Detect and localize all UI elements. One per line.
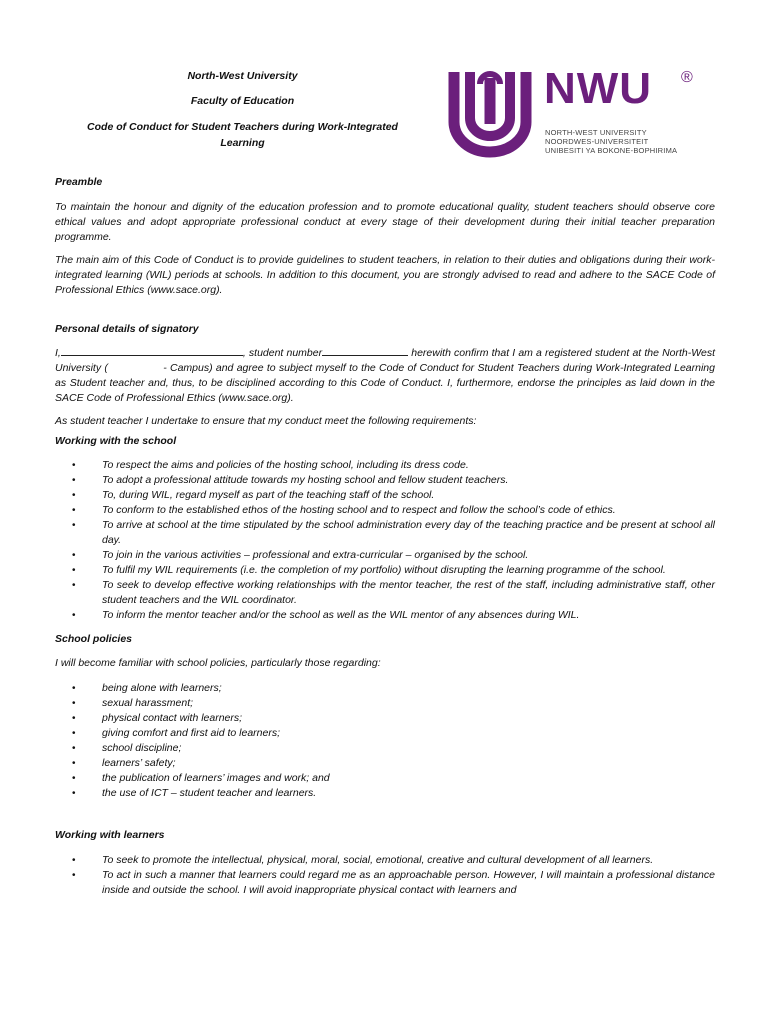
document-body — [55, 175, 715, 898]
list-item: • sexual harassment; — [55, 696, 715, 711]
list-item: • To adopt a professional attitude towards my hosting school and fellow student teachers. — [55, 473, 715, 488]
university-name: North-West University — [187, 70, 298, 82]
list-item: • To respect the aims and policies of the hosting school, including its dress code. — [55, 458, 715, 473]
registered-mark: ® — [681, 69, 693, 86]
signatory-heading: Personal details of signatory — [55, 323, 199, 335]
logo-line-afrikaans: NOORDWES-UNIVERSITEIT — [545, 137, 649, 146]
list-item: • physical contact with learners; — [55, 711, 715, 726]
preamble-heading: Preamble — [55, 176, 103, 188]
signatory-paragraph — [55, 346, 715, 406]
nwu-emblem-icon — [440, 64, 540, 158]
list-item: • To arrive at school at the time stipulated by the school administration every day of the teaching practice and be present at school all day. — [55, 518, 715, 548]
document-title: Code of Conduct for Student Teachers during Work-Integrated Learning — [87, 121, 398, 149]
list-item: • To seek to develop effective working relationships with the mentor teacher, the rest of the staff, including administrative staff, other student teachers and the WIL coordinator. — [55, 578, 715, 608]
list-item: • To conform to the established ethos of the hosting school and to respect and follow the school’s code of ethics. — [55, 503, 715, 518]
undertake-statement: As student teacher I undertake to ensure that my conduct meet the following requirements: — [55, 415, 477, 427]
school-heading: Working with the school — [55, 435, 177, 447]
policies-intro: I will become familiar with school policies, particularly those regarding: — [55, 657, 381, 669]
logo-line-setswana: UNIBESITI YA BOKONE-BOPHIRIMA — [545, 146, 678, 155]
nwu-logo — [440, 64, 710, 158]
list-item: • To seek to promote the intellectual, physical, moral, social, emotional, creative and cultural development of all learners. — [55, 853, 715, 868]
policies-heading: School policies — [55, 633, 133, 645]
student-number-blank-field[interactable] — [322, 346, 408, 356]
logo-wordmark: NWU — [544, 64, 653, 113]
signatory-i-label: I, — [55, 347, 61, 359]
campus-prefix: North-West University ( — [55, 347, 715, 374]
document-header — [70, 69, 415, 161]
list-item: • being alone with learners; — [55, 681, 715, 696]
school-requirements-list — [55, 458, 715, 623]
policies-list — [55, 681, 715, 801]
learners-heading: Working with learners — [55, 829, 165, 841]
list-item: • To, during WIL, regard myself as part of the teaching staff of the school. — [55, 488, 715, 503]
list-item: • school discipline; — [55, 741, 715, 756]
confirm-text: herewith confirm that I am a registered student at the — [408, 347, 659, 359]
list-item: • the publication of learners’ images and work; and — [55, 771, 715, 786]
list-item: • To fulfil my WIL requirements (i.e. the completion of my portfolio) without disrupting the learning programme of the school. — [55, 563, 715, 578]
list-item: • giving comfort and first aid to learners; — [55, 726, 715, 741]
list-item: • To join in the various activities – professional and extra-curricular – organised by the school. — [55, 548, 715, 563]
list-item: • learners’ safety; — [55, 756, 715, 771]
list-item: • To inform the mentor teacher and/or the school as well as the WIL mentor of any absences during WIL. — [55, 608, 715, 623]
student-number-label: , student number — [242, 347, 323, 359]
learners-list — [55, 853, 715, 898]
preamble-paragraph-2: The main aim of this Code of Conduct is to provide guidelines to student teachers, in relation to their duties and obligations during their work-integrated learning (WIL) periods at schools. In addition to this document, you are strongly advised to read and adhere to the SACE Code of Professional Ethics (www.sace.org). — [55, 254, 715, 296]
list-item: • the use of ICT – student teacher and learners. — [55, 786, 715, 801]
list-item: • To act in such a manner that learners could regard me as an approachable person. However, I will maintain a professional distance inside and outside the school. I will avoid inappropriate physical contact with learners and — [55, 868, 715, 898]
preamble-paragraph-1: To maintain the honour and dignity of the education profession and to promote educational quality, student teachers should observe core ethical values and adopt appropriate professional conduct at every stage of their development during their initial teacher preparation programme. — [55, 201, 715, 243]
logo-line-english: NORTH-WEST UNIVERSITY — [545, 128, 647, 137]
name-blank-field[interactable] — [61, 346, 243, 356]
faculty-name: Faculty of Education — [190, 95, 295, 107]
campus-suffix: - Campus) and agree to subject myself to the Code of Conduct for Student Teachers during Work-Integrated Learning as Student teacher and, thus, to be disciplined according to this Code of Conduct. I, furthermore, endorse the principles as laid down in the SACE Code of Professional Ethics (www.sace.org). — [55, 362, 715, 404]
